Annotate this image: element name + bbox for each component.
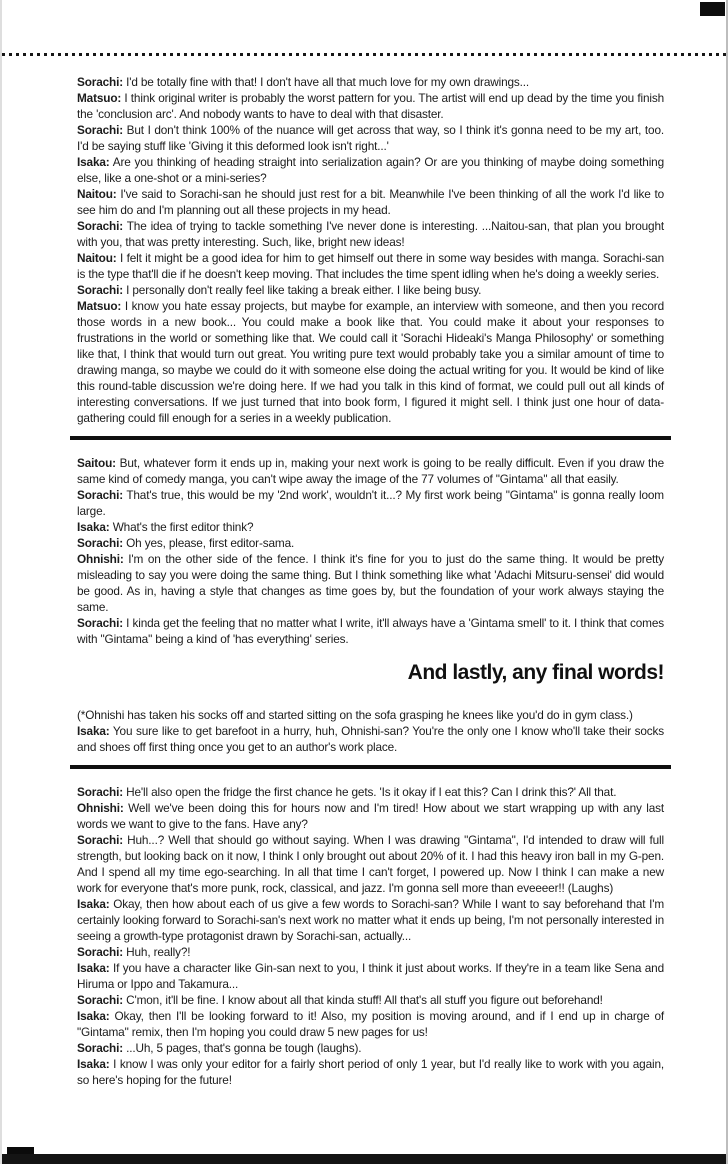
- dialogue-paragraph: Sorachi: I personally don't really feel like taking a break either. I like being busy.: [77, 283, 482, 297]
- speaker-name: Naitou:: [77, 187, 117, 201]
- speaker-name: Sorachi:: [77, 1041, 123, 1055]
- corner-mark: [700, 2, 725, 16]
- dialogue-paragraph: Sorachi: ...Uh, 5 pages, that's gonna be tough (laughs).: [77, 1041, 362, 1055]
- dialogue-block: [77, 707, 664, 755]
- speaker-name: Matsuo:: [77, 91, 122, 105]
- speaker-name: Isaka:: [77, 1057, 110, 1071]
- dialogue-block: [77, 74, 664, 426]
- dialogue-block: [77, 455, 664, 647]
- dialogue-paragraph: Sorachi: Huh...? Well that should go without saying. When I was drawing "Gintama", I'd intended to draw will full strength, but looking back on it now, I think I only brought out about 20% of it. I had this heavy iron ball in my G-pen. And I spend all my time ego-searching. In all that time I can't forget, I powered up. Now I think I can make a new work for everyone that's more punk, rock, classical, and jazz. I'm gonna sell more than eveeeer!! (Laughs): [77, 833, 664, 895]
- dialogue-paragraph: Ohnishi: I'm on the other side of the fence. I think it's fine for you to just do the same thing. It would be pretty misleading to say you were doing the same thing. But I think something like what 'Adachi Mitsuru-sensei' did would be good. As in, having a style that changes as time goes by, but the foundation of your work always staying the same.: [77, 552, 664, 614]
- dialogue-paragraph: Sorachi: Oh yes, please, first editor-sama.: [77, 536, 295, 550]
- speaker-name: Sorachi:: [77, 616, 123, 630]
- dialogue-paragraph: Sorachi: That's true, this would be my '2nd work', wouldn't it...? My first work being "Gintama" is gonna really loom large.: [77, 488, 664, 518]
- speaker-name: Sorachi:: [77, 536, 123, 550]
- dialogue-paragraph: Isaka: Okay, then how about each of us give a few words to Sorachi-san? While I want to say beforehand that I'm certainly looking forward to Sorachi-san's next work no matter what it ends up being, I'm not personally interested in seeing a growth-type protagonist drawn by Sorachi-san, actually...: [77, 897, 664, 943]
- dialogue-paragraph: Sorachi: I'd be totally fine with that! I don't have all that much love for my own drawings...: [77, 75, 530, 89]
- dialogue-paragraph: (*Ohnishi has taken his socks off and started sitting on the sofa grasping he knees like you'd do in gym class.): [77, 708, 633, 722]
- speaker-name: Sorachi:: [77, 945, 123, 959]
- dialogue-block: [77, 784, 664, 1088]
- speaker-name: Isaka:: [77, 155, 110, 169]
- dialogue-paragraph: Isaka: Okay, then I'll be looking forward to it! Also, my position is moving around, and if I end up in charge of "Gintama" remix, then I'm hoping you could draw 5 new pages for us!: [77, 1009, 664, 1039]
- dialogue-paragraph: Isaka: I know I was only your editor for a fairly short period of only 1 year, but I'd really like to work with you again, so here's hoping for the future!: [77, 1057, 664, 1087]
- speaker-name: Ohnishi:: [77, 801, 124, 815]
- speaker-name: Isaka:: [77, 897, 110, 911]
- final-words-heading: And lastly, any final words!: [407, 661, 664, 684]
- dialogue-paragraph: Naitou: I've said to Sorachi-san he should just rest for a bit. Meanwhile I've been thinking of all the work I'd like to see him do and I'm planning out all these projects in my head.: [77, 187, 664, 217]
- speaker-name: Sorachi:: [77, 833, 123, 847]
- speaker-name: Matsuo:: [77, 299, 122, 313]
- speaker-name: Naitou:: [77, 251, 117, 265]
- dialogue-paragraph: Matsuo: I know you hate essay projects, but maybe for example, an interview with someone, and then you record those words in a new book... You could make a book like that. You could make it about your responses to frustrations in the world or something like that. We could call it 'Sorachi Hideaki's Manga Philosophy' or something like that, I think that would turn out great. You writing pure text would probably take you a similar amount of time to drawing manga, so maybe we could do it with someone else doing the actual writing for you. It would be kind of like this round-table discussion we're doing here. If we had you talk in this kind of format, we could pull out all kinds of interesting conversations. If we just turned that into book form, I figured it might sell. I think just one hour of data-gathering could fill enough for a series in a weekly publication.: [77, 299, 664, 425]
- speaker-name: Isaka:: [77, 961, 110, 975]
- speaker-name: Sorachi:: [77, 75, 123, 89]
- dialogue-paragraph: Saitou: But, whatever form it ends up in, making your next work is going to be really difficult. Even if you draw the same kind of comedy manga, you can't wipe away the image of the 77 volumes of "Gintama" all that easily.: [77, 456, 664, 486]
- dialogue-paragraph: Isaka: If you have a character like Gin-san next to you, I think it just about works. If they're in a team like Sena and Hiruma or Ippo and Takamura...: [77, 961, 664, 991]
- section-divider: [70, 436, 671, 440]
- speaker-name: Isaka:: [77, 724, 110, 738]
- dialogue-paragraph: Sorachi: I kinda get the feeling that no matter what I write, it'll always have a 'Gintama smell' to it. I think that comes with "Gintama" being a kind of 'has everything' series.: [77, 616, 664, 646]
- dialogue-paragraph: Isaka: What's the first editor think?: [77, 520, 254, 534]
- speaker-name: Sorachi:: [77, 993, 123, 1007]
- dialogue-paragraph: Matsuo: I think original writer is probably the worst pattern for you. The artist will end up dead by the time you finish the 'conclusion arc'. And nobody wants to have to deal with that disaster.: [77, 91, 664, 121]
- dialogue-paragraph: Ohnishi: Well we've been doing this for hours now and I'm tired! How about we start wrapping up with any last words we want to give to the fans. Have any?: [77, 801, 664, 831]
- speaker-name: Saitou:: [77, 456, 116, 470]
- dotted-separator: [2, 53, 726, 56]
- dialogue-paragraph: Isaka: Are you thinking of heading straight into serialization again? Or are you thinking of maybe doing something else, like a one-shot or a mini-series?: [77, 155, 664, 185]
- dialogue-paragraph: Sorachi: But I don't think 100% of the nuance will get across that way, so I think it's gonna need to be my art, too. I'd be saying stuff like 'Giving it this deformed look isn't right...': [77, 123, 664, 153]
- speaker-name: Sorachi:: [77, 219, 123, 233]
- dialogue-paragraph: Sorachi: Huh, really?!: [77, 945, 191, 959]
- speaker-name: Sorachi:: [77, 283, 123, 297]
- section-divider: [70, 765, 671, 769]
- speaker-name: Sorachi:: [77, 123, 123, 137]
- dialogue-paragraph: Sorachi: C'mon, it'll be fine. I know about all that kinda stuff! All that's all stuff you figure out beforehand!: [77, 993, 603, 1007]
- speaker-name: Isaka:: [77, 520, 110, 534]
- speaker-name: Sorachi:: [77, 785, 123, 799]
- dialogue-paragraph: Isaka: You sure like to get barefoot in a hurry, huh, Ohnishi-san? You're the only one I know who'll take their socks and shoes off first thing once you get to an author's work place.: [77, 724, 664, 754]
- dialogue-paragraph: Naitou: I felt it might be a good idea for him to get himself out there in some way besides with manga. Sorachi-san is the type that'll die if he doesn't keep moving. That includes the time spent idling when he's doing a weekly series.: [77, 251, 664, 281]
- dialogue-paragraph: Sorachi: The idea of trying to tackle something I've never done is interesting. ...Naitou-san, that plan you brought with you, that was pretty interesting. Such, like, bright new ideas!: [77, 219, 664, 249]
- page-content: [77, 74, 664, 1088]
- speaker-name: Isaka:: [77, 1009, 110, 1023]
- speaker-name: Sorachi:: [77, 488, 123, 502]
- speaker-name: Ohnishi:: [77, 552, 124, 566]
- dialogue-paragraph: Sorachi: He'll also open the fridge the first chance he gets. 'Is it okay if I eat this? Can I drink this?' All that.: [77, 785, 617, 799]
- bottom-bar: [2, 1154, 726, 1164]
